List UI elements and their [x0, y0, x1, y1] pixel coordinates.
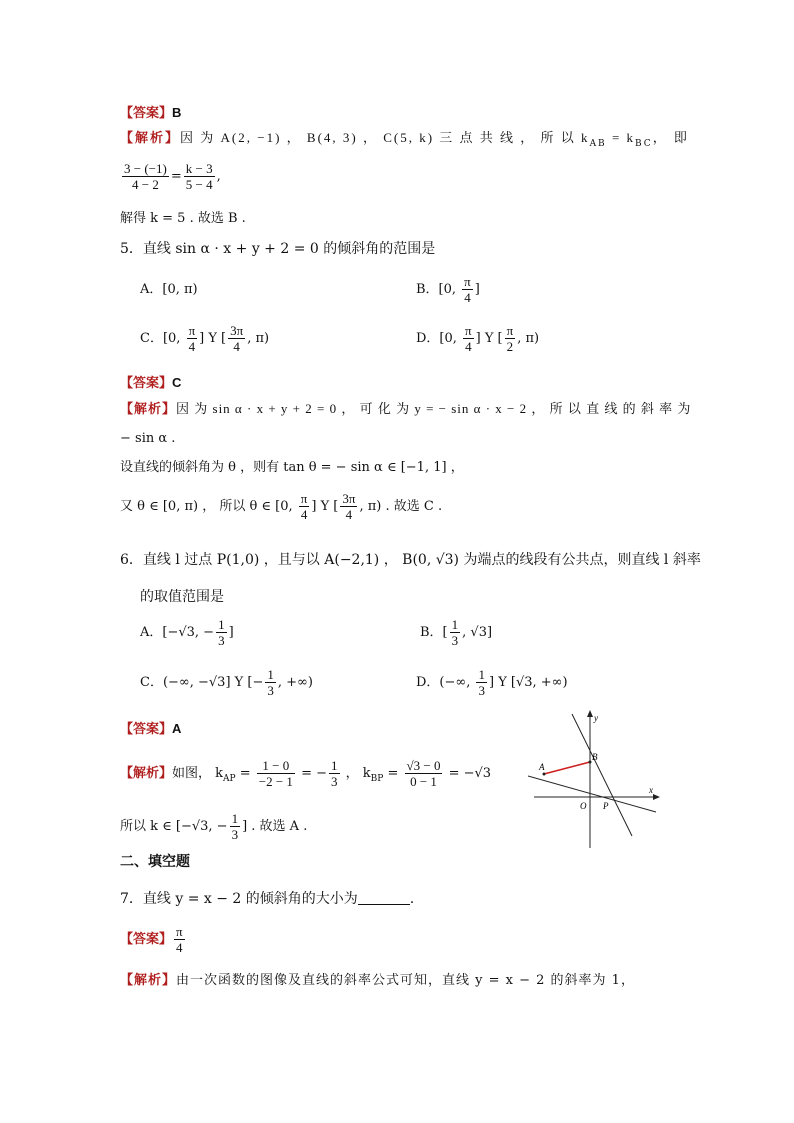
q7-answer-line: 【答案】 $\frac{\pi}{4}$ [120, 924, 183, 955]
segment-ab [544, 762, 590, 774]
q6-answer: A [172, 721, 182, 736]
q5-analysis-line2: − sin α . [120, 431, 176, 446]
q4-fraction-equation: $\frac{3 - (-1)}{4 - 2}$ = $\frac{k - 3}{5 - 4}$ , [124, 161, 221, 192]
q5-answer-line: 【答案】C [120, 375, 182, 391]
q4-analysis-line1: 【解析】因 为 A(2, −1) ， B(4, 3) ， C(5, k) 三 点 共 线 ， 所 以 $k_{AB} = k_{BC}$， 即 [120, 130, 689, 149]
q4-answer: B [172, 105, 182, 120]
q6-conclusion: 所以 k ∈ [−√3, − $\frac{1}{3}$ ] . 故选 A . [120, 811, 308, 842]
q5-answer: C [172, 375, 182, 390]
analysis-label: 【解析】 [120, 131, 181, 146]
q5-analysis-line1: 【解析】因 为 sin α · x + y + 2 = 0 ， 可 化 为 y = − sin α · x − 2 ， 所 以 直 线 的 斜 率 为 [120, 401, 692, 417]
q7-answer: $\frac{\pi}{4}$ [176, 924, 183, 955]
q6-option-c: C．(−∞, −√3] Y [− $\frac{1}{3}$ , +∞) [140, 667, 313, 698]
section-heading: 二、填空题 [120, 854, 190, 870]
label-b: B [592, 752, 598, 762]
q5-option-c: C．[0, $\frac{\pi}{4}$ ] Y [ $\frac{3\pi}{4}$ , π) [140, 323, 270, 354]
q7-stem: 7．直线 y = x − 2 的倾斜角的大小为 . [120, 891, 415, 907]
q5-analysis-line4: 又 θ ∈ [0, π) ， 所以 θ ∈ [0, $\frac{\pi}{4}$ ] Y [ $\frac{3\pi}{4}$ , π) . 故选 C . [120, 491, 443, 522]
q4-frac-left: $\frac{3 - (-1)}{4 - 2}$ [124, 161, 167, 192]
q5-option-d: D．[0, $\frac{\pi}{4}$ ] Y [ $\frac{\pi}{2}$ , π) [416, 323, 540, 354]
q5-option-a: A．[0, π) [140, 282, 198, 297]
q5-stem: 5．直线 sin α · x + y + 2 = 0 的倾斜角的范围是 [120, 241, 436, 257]
q7-blank [358, 892, 410, 905]
label-y: y [594, 713, 598, 723]
q6-option-d: D．(−∞, $\frac{1}{3}$ ] Y [√3, +∞) [416, 667, 568, 698]
answer-label: 【答案】 [120, 106, 173, 121]
q6-coordinate-figure [528, 708, 662, 850]
y-axis-arrow [587, 710, 593, 717]
q5-analysis-line3: 设直线的倾斜角为 θ ，则有 tan θ = − sin α ∈ [−1, 1] ， [120, 460, 464, 475]
label-a: A [539, 762, 545, 772]
q4-answer-line [120, 104, 181, 123]
line-ap [528, 776, 656, 812]
q6-stem-line1: 6．直线 l 过点 P(1,0) ，且与以 A(−2,1) ， B(0, √3) 为端点的线段有公共点，则直线 l 斜率 [120, 552, 701, 568]
label-o: O [580, 801, 587, 811]
q6-analysis-line1: 【解析】如图， $k_{AP}$ = $\frac{1 - 0}{-2 - 1}$ = − $\frac{1}{3}$ ， $k_{BP}$ = $\frac{√3 - 0}{0 - 1}$ = −√3 [120, 758, 492, 789]
q6-option-b: B．[ $\frac{1}{3}$ , √3] [420, 617, 493, 648]
x-axis-arrow [653, 794, 660, 800]
q6-option-a: A．[−√3, − $\frac{1}{3}$ ] [140, 617, 234, 648]
point-a [543, 773, 546, 776]
q6-answer-line: 【答案】A [120, 721, 182, 737]
q6-stem-line2: 的取值范围是 [140, 589, 224, 605]
q5-option-b: B．[0, $\frac{\pi}{4}$ ] [416, 274, 480, 305]
q7-analysis: 【解析】由一次函数的图像及直线的斜率公式可知，直线 y = x − 2 的斜率为 1， [120, 973, 635, 988]
label-p: P [603, 801, 609, 811]
line-bp [572, 714, 632, 836]
q4-frac-right: $\frac{k - 3}{5 - 4}$ [185, 161, 213, 192]
label-x: x [649, 785, 653, 795]
q4-solve: 解得 k = 5 . 故选 B . [120, 211, 246, 226]
